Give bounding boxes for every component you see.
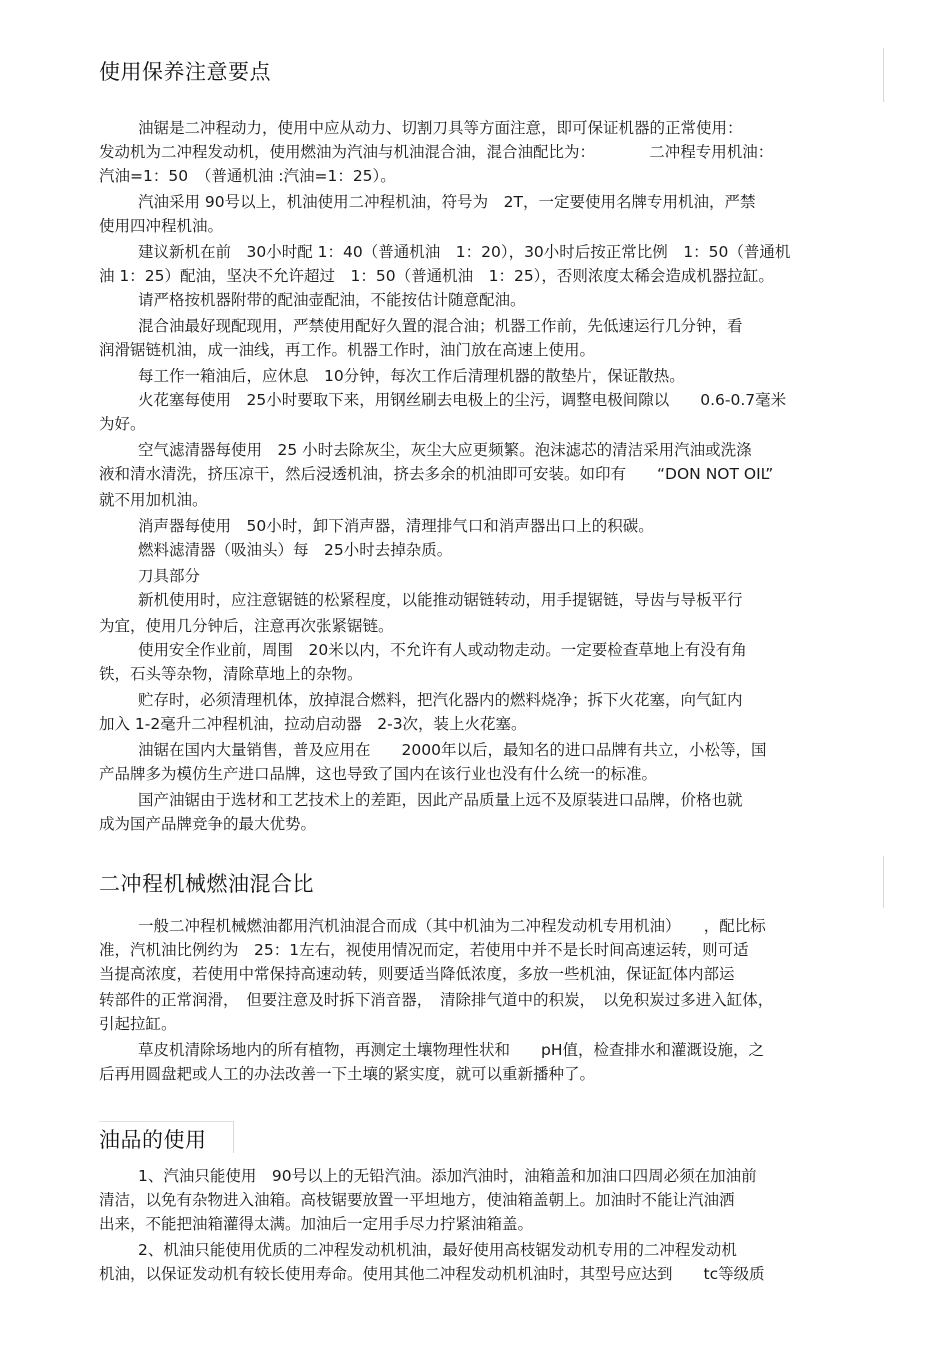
body-line: 成为国产品牌竞争的最大优势。 bbox=[99, 815, 317, 833]
body-line: 火花塞每使用 25小时要取下来，用钢丝刷去电极上的尘污，调整电极间隙以 0.6-0.7毫米 bbox=[138, 391, 787, 409]
body-line: 油锯是二冲程动力，使用中应从动力、切割刀具等方面注意，即可保证机器的正常使用： bbox=[138, 119, 743, 137]
body-line: 发动机为二冲程发动机，使用燃油为汽油与机油混合油，混合油配比为： 二冲程专用机油： bbox=[99, 143, 774, 161]
heading-rule bbox=[99, 1121, 233, 1122]
body-line: 润滑锯链机油，成一油线，再工作。机器工作时，油门放在高速上使用。 bbox=[99, 341, 596, 359]
body-line: 当提高浓度，若使用中常保持高速动转，则要适当降低浓度，多放一些机油，保证缸体内部运 bbox=[99, 965, 735, 983]
body-line: 一般二冲程机械燃油都用汽机油混合而成（其中机油为二冲程发动机专用机油） ，配比标 bbox=[138, 917, 766, 935]
body-line: 为好。 bbox=[99, 415, 146, 433]
body-line: 汽油采用 90号以上，机油使用二冲程机油，符号为 2T，一定要使用名牌专用机油，严禁 bbox=[138, 193, 756, 211]
body-line: 为宜，使用几分钟后，注意再次张紧锯链。 bbox=[99, 617, 394, 635]
body-line: 使用四冲程机油。 bbox=[99, 217, 224, 235]
body-line: 机油，以保证发动机有较长使用寿命。使用其他二冲程发动机机油时，其型号应达到 tc等级质 bbox=[99, 1265, 765, 1283]
body-line: 消声器每使用 50小时，卸下消声器，清理排气口和消声器出口上的积碳。 bbox=[138, 517, 654, 535]
body-line: 刀具部分 bbox=[138, 567, 201, 585]
section-divider bbox=[883, 856, 884, 908]
section-heading: 油品的使用 bbox=[99, 1128, 207, 1152]
body-line: 建议新机在前 30小时配 1：40（普通机油 1：20），30小时后按正常比例 1：50（普通机 bbox=[138, 243, 791, 261]
body-line: 混合油最好现配现用，严禁使用配好久置的混合油；机器工作前，先低速运行几分钟，看 bbox=[138, 317, 743, 335]
body-line: 加入 1-2毫升二冲程机油，拉动启动器 2-3次，装上火花塞。 bbox=[99, 715, 527, 733]
body-line: 新机使用时，应注意锯链的松紧程度，以能推动锯链转动，用手提锯链，导齿与导板平行 bbox=[138, 591, 743, 609]
body-line: 空气滤清器每使用 25 小时去除灰尘，灰尘大应更频繁。泡沫滤芯的清洁采用汽油或洗涤 bbox=[138, 441, 752, 459]
body-line: 使用安全作业前，周围 20米以内，不允许有人或动物走动。一定要检查草地上有没有角 bbox=[138, 641, 747, 659]
body-line: 贮存时，必须清理机体，放掉混合燃料，把汽化器内的燃料烧净；拆下火花塞，向气缸内 bbox=[138, 691, 743, 709]
body-line: 燃料滤清器（吸油头）每 25小时去掉杂质。 bbox=[138, 541, 453, 559]
body-line: 2、机油只能使用优质的二冲程发动机机油，最好使用高枝锯发动机专用的二冲程发动机 bbox=[138, 1241, 737, 1259]
section-heading: 使用保养注意要点 bbox=[99, 60, 271, 84]
body-line: 每工作一箱油后，应休息 10分钟，每次工作后清理机器的散垫片，保证散热。 bbox=[138, 367, 685, 385]
body-line: 汽油=1：50 （普通机油 :汽油=1：25）。 bbox=[99, 167, 396, 185]
body-line: 油锯在国内大量销售，普及应用在 2000年以后，最知名的进口品牌有共立，小松等，国 bbox=[138, 741, 767, 759]
body-line: 草皮机清除场地内的所有植物，再测定土壤物理性状和 pH值，检查排水和灌溉设施，之 bbox=[138, 1041, 764, 1059]
body-line: 转部件的正常润滑， 但要注意及时拆下消音器， 清除排气道中的积炭， 以免积炭过多进入缸体， bbox=[99, 991, 774, 1009]
body-line: 出来，不能把油箱灌得太满。加油后一定用手尽力拧紧油箱盖。 bbox=[99, 1215, 534, 1233]
body-line: 液和清水清洗，挤压凉干，然后浸透机油，挤去多余的机油即可安装。如印有 “DON NOT OIL” bbox=[99, 465, 774, 483]
body-line: 铁，石头等杂物，清除草地上的杂物。 bbox=[99, 665, 363, 683]
body-line: 就不用加机油。 bbox=[99, 491, 208, 509]
body-line: 清洁，以免有杂物进入油箱。高枝锯要放置一平坦地方，使油箱盖朝上。加油时不能让汽油洒 bbox=[99, 1191, 735, 1209]
body-line: 产品牌多为模仿生产进口品牌，这也导致了国内在该行业也没有什么统一的标准。 bbox=[99, 765, 658, 783]
section-heading: 二冲程机械燃油混合比 bbox=[99, 872, 314, 896]
body-line: 油 1：25）配油，坚决不允许超过 1：50（普通机油 1：25），否则浓度太稀会造成机器拉缸。 bbox=[99, 267, 774, 285]
body-line: 准，汽机油比例约为 25：1左右，视使用情况而定，若使用中并不是长时间高速运转，则可适 bbox=[99, 941, 749, 959]
body-line: 后再用圆盘耙或人工的办法改善一下土壤的紧实度，就可以重新播种了。 bbox=[99, 1065, 596, 1083]
body-line: 国产油锯由于选材和工艺技术上的差距，因此产品质量上远不及原装进口品牌，价格也就 bbox=[138, 791, 743, 809]
body-line: 引起拉缸。 bbox=[99, 1015, 177, 1033]
section-divider bbox=[233, 1121, 234, 1153]
body-line: 请严格按机器附带的配油壶配油，不能按估计随意配油。 bbox=[138, 291, 526, 309]
section-divider bbox=[883, 48, 884, 102]
body-line: 1、汽油只能使用 90号以上的无铅汽油。添加汽油时，油箱盖和加油口四周必须在加油前 bbox=[138, 1167, 757, 1185]
